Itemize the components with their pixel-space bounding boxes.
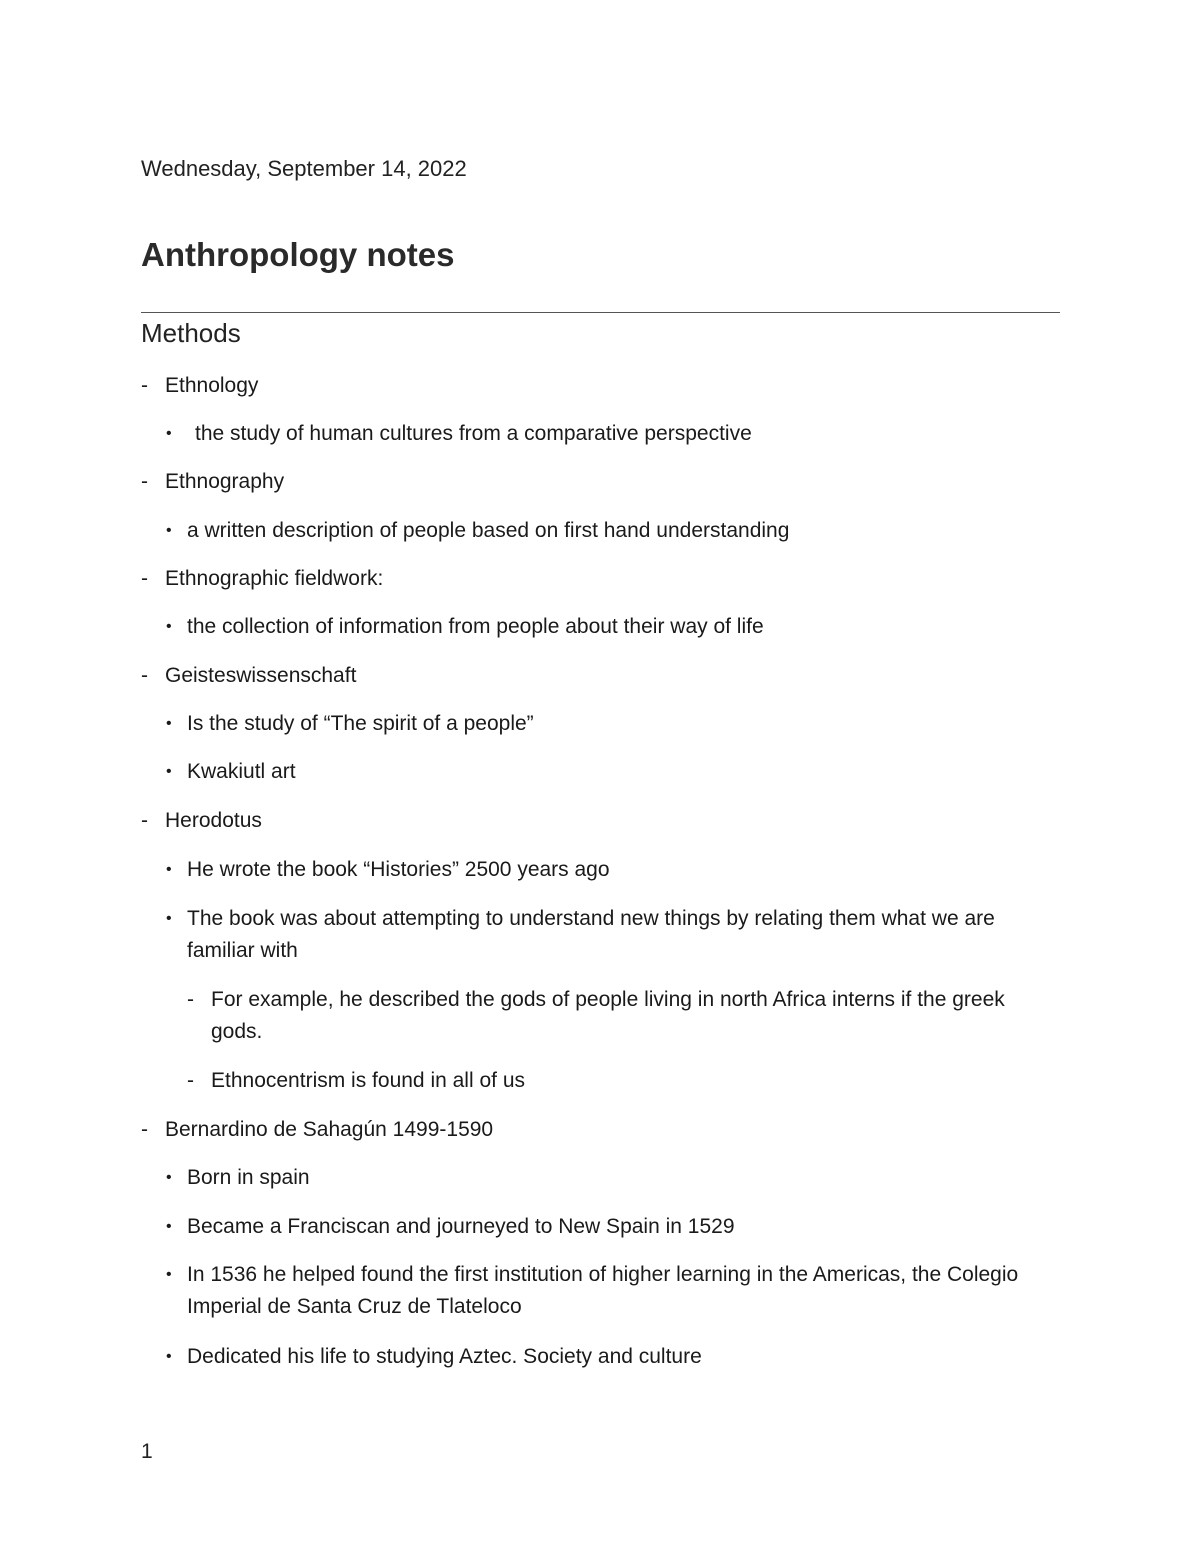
bullet-marker: • [166,763,172,780]
list-item-text: the study of human cultures from a comparative perspective [195,422,752,445]
bullet-marker: • [166,1266,172,1283]
list-item-text: For example, he described the gods of people living in north Africa interns if the greek gods. [211,988,1005,1043]
list-item-text: Kwakiutl art [187,760,296,783]
dash-marker: - [141,664,148,687]
list-item-text: the collection of information from people about their way of life [187,615,764,638]
list-item-text: Born in spain [187,1166,310,1189]
list-item-text: He wrote the book “Histories” 2500 years ago [187,858,610,881]
bullet-marker: • [166,1348,172,1365]
dash-marker: - [141,470,148,493]
dash-marker: - [141,374,148,397]
bullet-marker: • [166,910,172,927]
list-item-text: Geisteswissenschaft [165,664,357,687]
dash-marker: - [141,567,148,590]
list-item-text: Herodotus [165,809,262,832]
bullet-marker: • [166,618,172,635]
list-item-text: Ethnographic fieldwork: [165,567,384,590]
page-number: 1 [141,1440,153,1463]
list-item-text: Bernardino de Sahagún 1499-1590 [165,1118,494,1141]
note-date: Wednesday, September 14, 2022 [141,156,467,181]
bullet-marker: • [166,522,172,539]
list-item-text: Ethnology [165,374,259,397]
dash-marker: - [187,1069,194,1092]
list-item-text: Is the study of “The spirit of a people” [187,712,534,735]
section-heading: Methods [141,318,241,348]
list-item-text: In 1536 he helped found the first institution of higher learning in the Americas, the Colegio Imperial de Santa Cruz de Tlateloco [187,1263,1019,1318]
list-item-text: Ethnocentrism is found in all of us [211,1069,525,1092]
list-item-text: Became a Franciscan and journeyed to New Spain in 1529 [187,1215,735,1238]
list-item-text: The book was about attempting to understand new things by relating them what we are familiar with [187,907,995,962]
dash-marker: - [141,809,148,832]
bullet-marker: • [166,425,172,442]
bullet-marker: • [166,715,172,732]
dash-marker: - [141,1118,148,1141]
dash-marker: - [187,988,194,1011]
page-title: Anthropology notes [141,236,455,273]
bullet-marker: • [166,861,172,878]
bullet-marker: • [166,1218,172,1235]
title-divider [141,312,1060,313]
bullet-marker: • [166,1169,172,1186]
list-item-text: Ethnography [165,470,285,493]
list-item-text: a written description of people based on first hand understanding [187,519,790,542]
list-item-text: Dedicated his life to studying Aztec. Society and culture [187,1345,702,1368]
